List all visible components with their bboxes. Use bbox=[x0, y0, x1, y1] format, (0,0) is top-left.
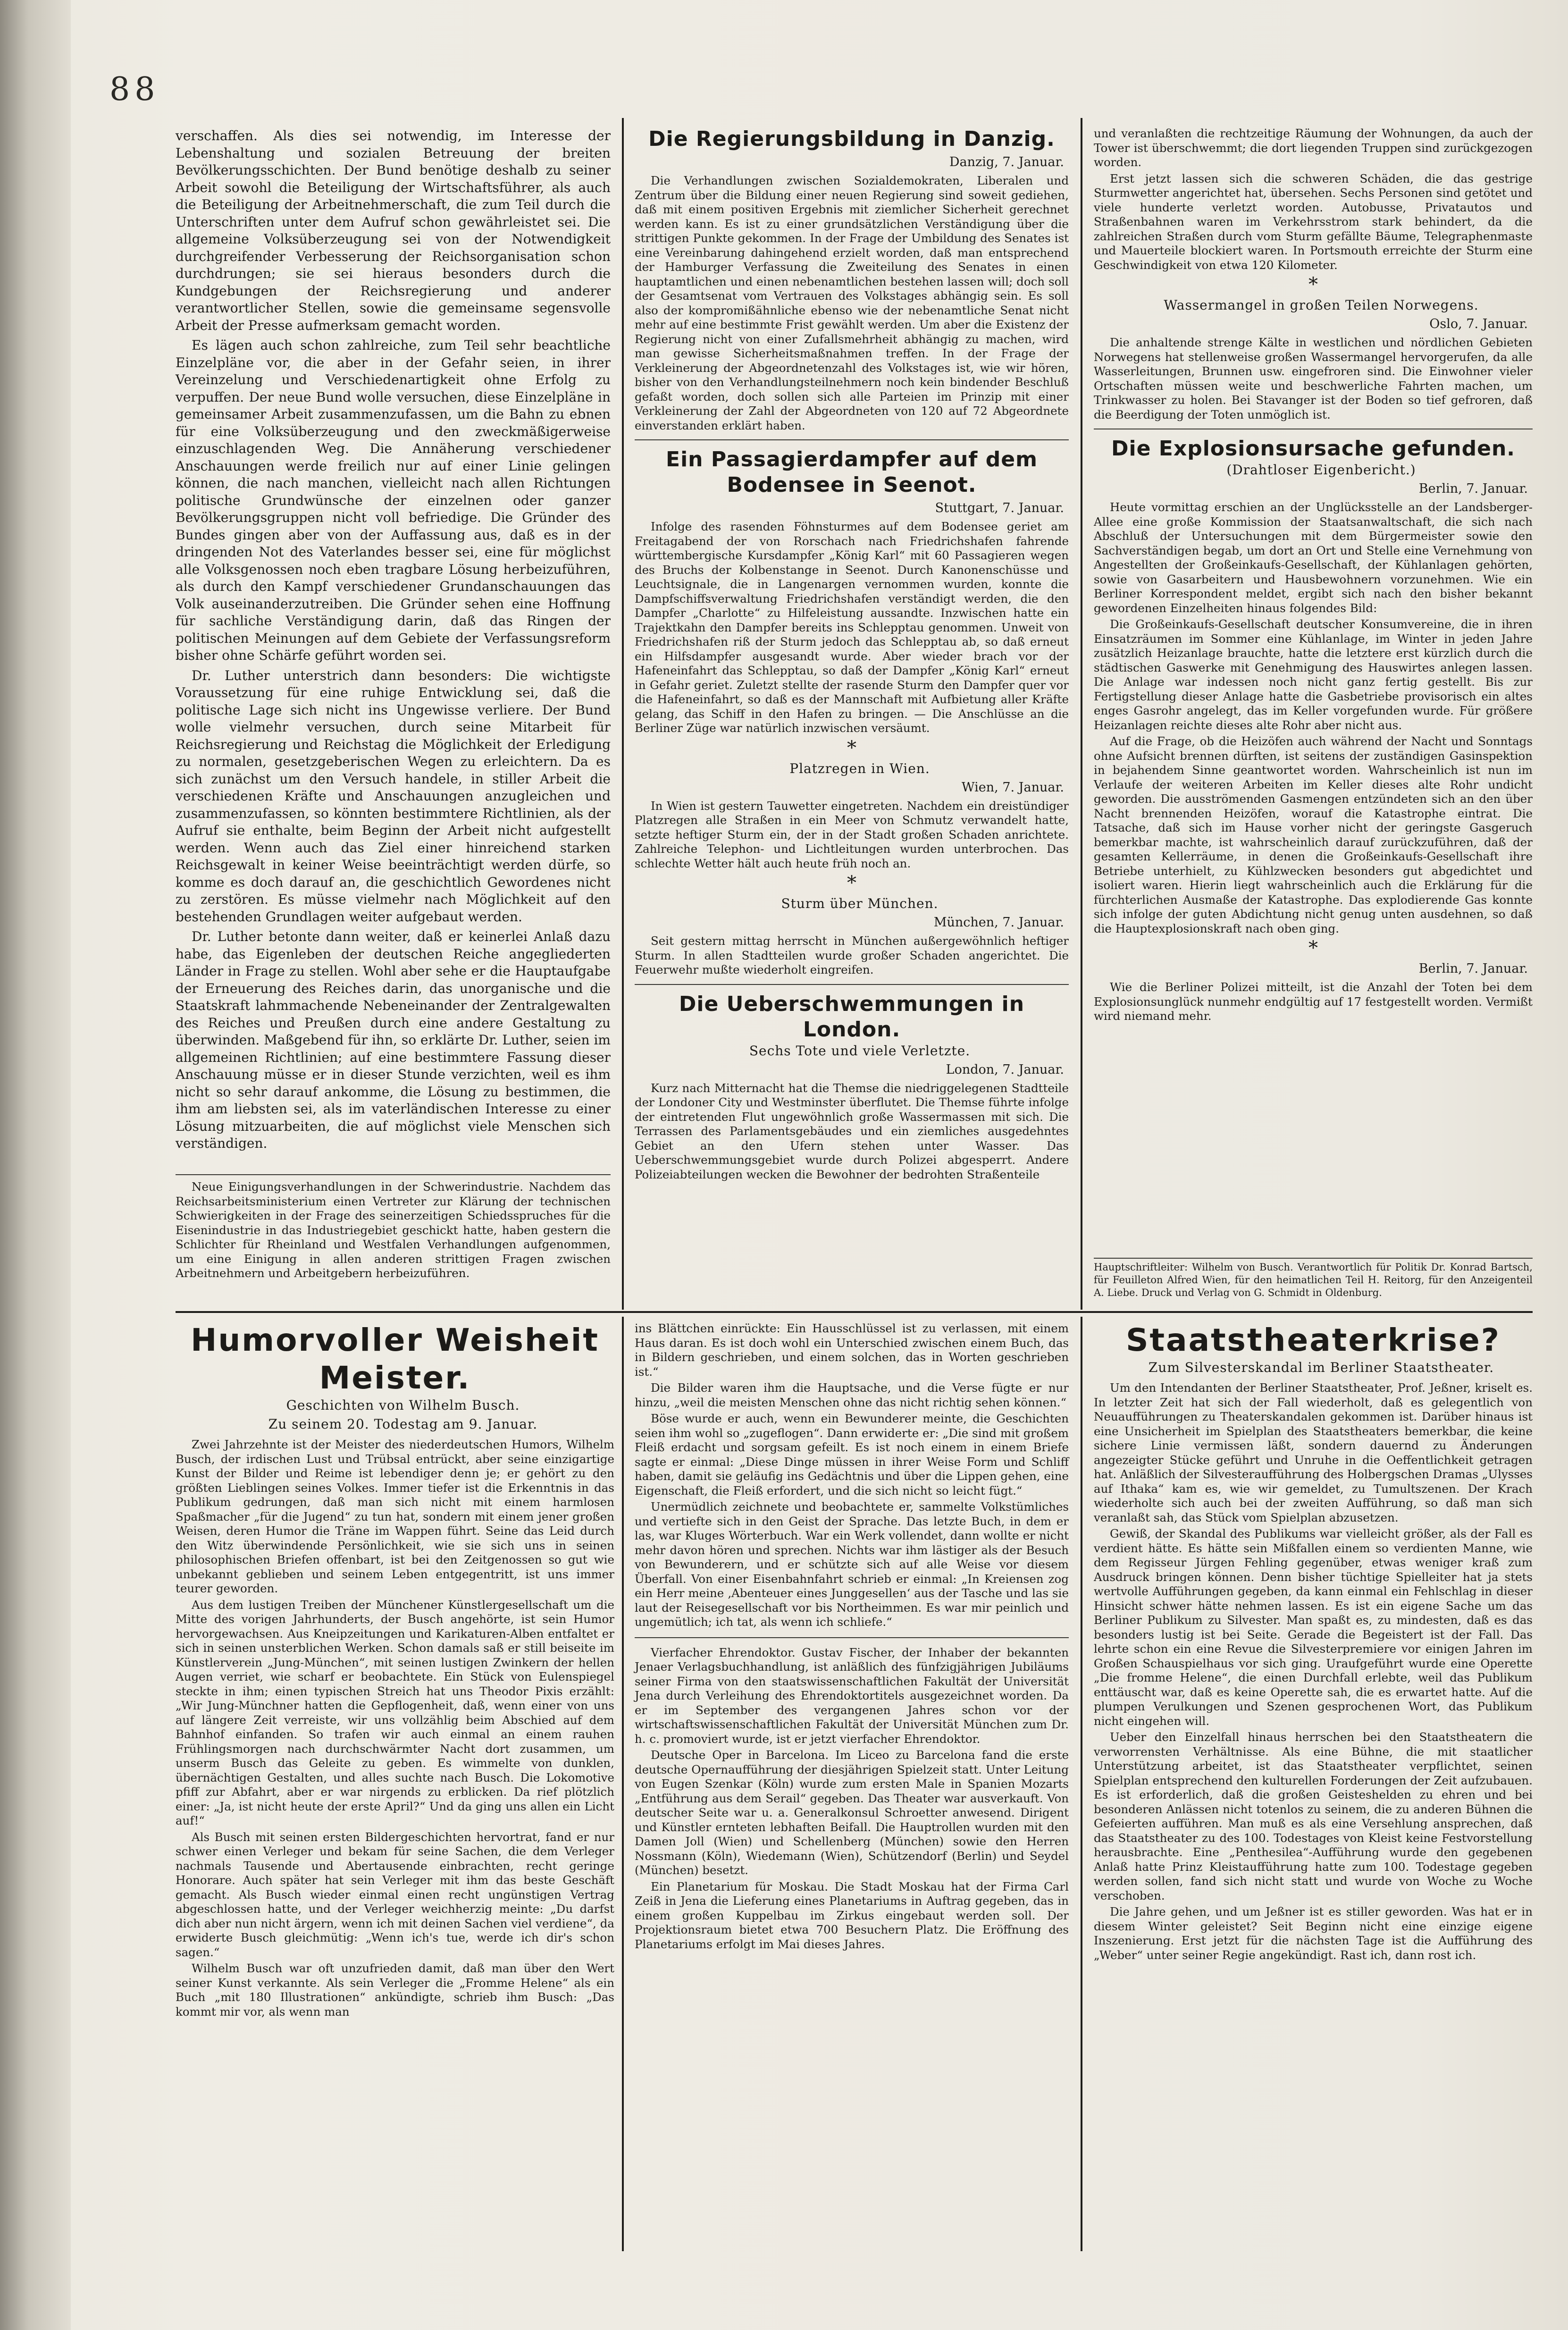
culture-note-opera: Deutsche Oper in Barcelona. Im Liceo zu Barcelona fand die erste deutsche Opernaufführung der diesjährigen Spielzeit statt. Unter Leitung von Eugen Szenkar (Köln) wurde zum ersten Male in Spanien Mozarts „Entführung aus dem Serail“ gegeben. Das Theater war ausverkauft. Von deutscher Seite war u. a. Generalkonsul Schroetter anwesend. Dirigent und Künstler ernteten lebhaften Beifall. Die Hauptrollen wurden mit den Damen Joll (Wien) und Schellenberg (München) sowie den Herren Nossmann (Köln), Wiedemann (Wien), Schützendorf (Berlin) und Seydel (München) besetzt. bbox=[635, 1748, 1069, 1877]
star-separator: * bbox=[1308, 937, 1318, 959]
section-rule bbox=[635, 984, 1069, 985]
feuilleton-paragraph: Wilhelm Busch war oft unzufrieden damit, daß man über den Wert seiner Kunst verkannte. Als sein Verleger die „Fromme Helene“ als ein Buch „mit 180 Illustrationen“ ankündigte, schrieb ihm Busch: „Das kommt mir vor, als wenn man bbox=[176, 1961, 614, 2019]
left-paragraph: verschaffen. Als dies sei notwendig, im Interesse der Lebenshaltung und sozialen Betreuung der breiten Bevölkerungsschichten. Der Bund benötige deshalb zu seiner Arbeit sowohl die Beteiligung der Wirtschaftsführer, als auch die Beteiligung der Arbeitnehmerschaft, die zum Teil durch die Unterschriften unter dem Aufruf schon gewährleistet sei. Die allgemeine Volksüberzeugung sei von der Notwendigkeit durchgreifender Verbesserung der Reichsorganisation schon durchdrungen; sie sei hieraus besonders durch die Kundgebungen der Reichsregierung und anderer verantwortlicher Stellen, sowie die gemeinsame segensvolle Arbeit der Presse aufmerksam gemacht worden. bbox=[176, 128, 611, 333]
feuilleton-column-1 bbox=[176, 1321, 614, 2246]
feuilleton-paragraph: Die Bilder waren ihm die Hauptsache, und die Verse fügte er nur hinzu, „weil die meisten Menschen ohne das nicht richtig sehen können.“ bbox=[635, 1381, 1069, 1409]
star-separator: * bbox=[847, 872, 856, 894]
norway-body: Die anhaltende strenge Kälte in westlichen und nördlichen Gebieten Norwegens hat stellenweise großen Wassermangel hervorgerufen, da alle Wasserleitungen, Brunnen usw. eingefroren sind. Die Einwohner vieler Ortschaften müssen weite und beschwerliche Fahrten machen, um Trinkwasser zu holen. Bei Stavanger ist der Boden so tief gefroren, daß die Beerdigung der Toten unmöglich ist. bbox=[1094, 336, 1533, 421]
explosion-paragraph: Auf die Frage, ob die Heizöfen auch während der Nacht und Sonntags ohne Aufsicht brennen dürften, ist seitens der zuständigen Gasinspektion in bejahendem Sinne geantwortet worden. Wahrscheinlich ist nun im Verlaufe der weiteren Arbeiten im Keller dieses alte Rohr undicht geworden. Die ausströmenden Gasmengen entzündeten sich an den über Nacht brennenden Heizöfen, worauf die Katastrophe eintrat. Die Tatsache, daß sich im Hause vorher nicht der geringste Gasgeruch bemerkbar machte, ist wahrscheinlich darauf zurückzuführen, daß der gesamten Kellerräume, in denen die Großeinkaufs-Gesellschaft ihre Betriebe unterhielt, zu Kühlzwecken besonders gut abgedichtet und isoliert waren. Hierin liegt wahrscheinlich auch die Erklärung für die fürchterlichen Ausmaße der Katastrophe. Das explodierende Gas konnte sich infolge der guten Abdichtung nicht genug unten ausdehnen, so daß die Hauptexplosionskraft nach oben ging. bbox=[1094, 734, 1533, 935]
feuilleton-paragraph: Aus dem lustigen Treiben der Münchener Künstlergesellschaft um die Mitte des vorigen Jahrhunderts, der Busch angehörte, ist sein Humor hervorgewachsen. Aus Kneipzeitungen und Karikaturen-Alben entfaltet er sich in seinen unsterblichen Werken. Schon damals saß er still beiseite im Künstlerverein „Jung-München“, mit seinen lustigen Zwinkern der hellen Augen verriet, wie scharf er beobachtete. Ein Stück von Eulenspiegel steckte in ihm; einen typischen Streich hat uns Theodor Pixis erzählt: „Wir Jung-Münchner hatten die Gepflogenheit, daß, wenn einer von uns auf längere Zeit verreiste, wir uns vollzählig beim Abschied auf dem Bahnhof einfanden. So trafen wir auch einmal an einem rauhen Frühlingsmorgen nach durchschwärmter Nacht dort zusammen, um unserm Busch das Geleite zu geben. Es wimmelte von dunklen, übernächtigen Gestalten, und alles suchte nach Busch. Die Lokomotive pfiff zur Abfahrt, aber er war nirgends zu erblicken. Da rief plötzlich einer: „Ja, ist nicht heute der erste April?“ Und da ging uns allen ein Licht auf!“ bbox=[176, 1598, 614, 1827]
explosion-dateline-2: Berlin, 7. Januar. bbox=[1418, 961, 1528, 976]
column-divider bbox=[1081, 118, 1082, 1310]
muenchen-body: Seit gestern mittag herrscht in München außergewöhnlich heftiger Sturm. In allen Stadtteilen wurde großer Schaden angerichtet. Die Feuerwehr mußte wiederholt eingreifen. bbox=[635, 934, 1069, 976]
london-dateline: London, 7. Januar. bbox=[946, 1062, 1064, 1077]
theater-paragraph: Gewiß, der Skandal des Publikums war vielleicht größer, als der Fall es verdient hätte. Es hätte sein Mißfallen einem so verdienten Manne, wie dem Regisseur Jürgen Fehling gegenüber, etwas weniger kraß zum Ausdruck bringen können. Denn bisher tüchtige Spielleiter hat ja stets wertvolle Aufführungen gegeben, da kann einmal ein Fehlschlag in dieser Hinsicht schwer hätte nehmen lassen. Es ist ein eigene Sache um das Berliner Publikum zu Silvester. Man spaßt es, zu mindesten, daß es das besonders lustig ist bei Seite. Gerade die Begeistert ist der Fall. Das lehrte schon ein eine Revue die Silvesterpremiere vor einigen Jahren im Großen Schauspielhaus vor sich ging. Uraufgeführt wurde eine Operette „Die fromme Helene“, die einen Durchfall erlebte, weil das Publikum enttäuscht war, daß es keine Operette sah, die es erwartet hatte. Auf die plumpen Verulkungen und Szenen gesprochenen Wort, das Publikum nicht eingehen will. bbox=[1094, 1527, 1533, 1728]
column-divider bbox=[622, 118, 624, 1310]
theater-paragraph: Ueber den Einzelfall hinaus herrschen bei den Staatstheatern die verworrensten Verhältnisse. Als eine Bühne, die mit staatlicher Unterstützung arbeitet, ist das Staatstheater verpflichtet, seinen Spielplan entsprechend den kulturellen Forderungen der Zeit aufzubauen. Es ist erforderlich, daß die großen Geisteshelden zu ehren und bei besonderen Anlässen nicht totenlos zu seinem, die zu anderen Bühnen die Gefeierten aufführen. Man muß es als eine Versehlung ansprechen, daß das Staatstheater zu des 100. Todestages von Kleist keine Festvorstellung herausbrachte. Eine „Penthesilea“-Aufführung wurde den gegebenen Anlaß hatte Prinz Kleistaufführung hatte zum 100. Todestage gegeben werden sollen, fand sich nicht statt und wurde von Woche zu Woche verschoben. bbox=[1094, 1730, 1533, 1902]
feuilleton-paragraph: Zwei Jahrzehnte ist der Meister des niederdeutschen Humors, Wilhelm Busch, der irdischen Lust und Trübsal entrückt, aber seine einzigartige Kunst der Bilder und Reime ist lebendiger denn je; er gehört zu den größten Lieblingen seines Volkes. Immer tiefer ist die Erkenntnis in das Publikum gedrungen, daß man sich nicht mit einem harmlosen Spaßmacher „für die Jugend“ zu tun hat, sondern mit einem jener großen Weisen, deren Humor die Träne im Wappen führt. Seine das Leid durch den Witz überwindende Persönlichkeit, wie sie sich uns in seinen philosophischen Briefen offenbart, ist bei den Zeitgenossen so gut wie unbekannt geblieben und seinem Leben entgegentritt, ist uns immer teurer geworden. bbox=[176, 1438, 614, 1595]
bodensee-dateline: Stuttgart, 7. Januar. bbox=[935, 501, 1064, 515]
explosion-headline: Die Explosionsursache gefunden. bbox=[1111, 437, 1515, 461]
wien-body: In Wien ist gestern Tauwetter eingetreten. Nachdem ein dreistündiger Platzregen alle Straßen in ein Meer von Schmutz verwandelt hatte, setzte heftiger Sturm ein, der in der Stadt großen Schaden anrichtete. Zahlreiche Telephon- und Lichtleitungen wurden unterbrochen. Das schlechte Wetter hält auch heute früh noch an. bbox=[635, 799, 1069, 870]
norway-dateline: Oslo, 7. Januar. bbox=[1429, 317, 1528, 331]
explosion-paragraph: Die Großeinkaufs-Gesellschaft deutscher Konsumvereine, die in ihren Einsatzräumen im Sommer eine Kühlanlage, im Winter in jeden Jahre zusätzlich Heizanlage brauchte, hatte die letztere erst kürzlich durch die städtischen Gaswerke mit Genehmigung des Hauswirtes anlegen lassen. Die Anlage war indessen noch nicht ganz fertig gestellt. Bis zur Fertigstellung dieser Anlage hatte die Gasbetriebe provisorisch ein altes enges Gasrohr angelegt, das im Keller vorgefunden wurde. Für größere Heizanlagen reichte dieses alte Rohr aber nicht aus. bbox=[1094, 617, 1533, 732]
middle-news-column bbox=[635, 126, 1069, 1306]
left-paragraph: Dr. Luther betonte dann weiter, daß er keinerlei Anlaß dazu habe, das Eigenleben der deutschen Reiche angegliederten Länder in Frage zu stellen. Wohl aber sehe er die Hauptaufgabe der Erneuerung des Reiches darin, das unorganische und die Staatskraft lahmmachende Nebeneinander der Zentralgewalten des Reiches und Preußen durch eine andere Gestaltung zu überwinden. Maßgebend für ihn, so erklärte Dr. Luther, seien im allgemeinen Richtlinien; auf eine bestimmtere Fassung dieser Anschauung müsse er in dieser Stunde verzichten, weil es ihm nicht so sehr darauf ankomme, die Lösung zu bestimmen, die ihm am liebsten sei, als im vaterländischen Interesse zu einer Lösung mitzuarbeiten, die auf möglichst viele Menschen sich verständigen. bbox=[176, 929, 611, 1151]
danzig-body: Die Verhandlungen zwischen Sozialdemokraten, Liberalen und Zentrum über die Bildung einer neuen Regierung sind soweit gediehen, daß mit einem positiven Ergebnis mit ziemlicher Sicherheit gerechnet werden kann. Es ist zu einer grundsätzlichen Verständigung über die strittigen Punkte gekommen. In der Frage der Umbildung des Senates ist eine Vereinbarung dahingehend erzielt worden, daß man entsprechend der Hamburger Verfassung die Zweiteilung des Senates in einen hauptamtlichen und einen nebenamtlichen bestehen lassen will; doch soll der Gesamtsenat vom Vertrauen des Volkstages abhängig sein. Es soll also der kompromißähnliche ebenso wie der nebenamtliche Senat nicht mehr auf eine bestimmte Frist gewählt werden. Um aber die Existenz der Regierung nicht von einer Zufallsmehrheit abhängig zu machen, wird man gewisse Sicherheitsmaßnahmen treffen. In der Frage der Verkleinerung der Abgeordnetenzahl des Volkstages ist, wie wir hören, bisher von den Verhandlungsteilnehmern noch kein bindender Beschluß gefaßt worden, doch sollen sich alle Parteien im Prinzip mit einer Verkleinerung der Zahl der Abgeordneten von 120 auf 72 Abgeordnete einverstanden erklärt haben. bbox=[635, 174, 1069, 432]
feuilleton-headline: Humorvoller Weisheit Meister. bbox=[191, 1322, 599, 1396]
culture-note-doctor: Vierfacher Ehrendoktor. Gustav Fischer, der Inhaber der bekannten Jenaer Verlagsbuchhandlung, ist anläßlich des fünfzigjährigen Jubiläums seiner Firma von den staatswissenschaftlichen Fakultät der Universität Jena durch Verleihung des Ehrendoktortitels ausgezeichnet worden. Da er im September des vergangenen Jahres schon vor der wirtschaftswissenschaftlichen Fakultät der Universität München zum Dr. h. c. promoviert wurde, ist er jetzt vierfacher Ehrendoktor. bbox=[635, 1645, 1069, 1746]
london-damage: Erst jetzt lassen sich die schweren Schäden, die das gestrige Sturmwetter angerichtet hat, übersehen. Sechs Personen sind getötet und viele hunderte verletzt worden. Autobusse, Privatautos und Straßenbahnen waren im Verkehrsstrom stark behindert, da die zahlreichen Straßen durch vom Sturm gefällte Bäume, Telegraphenmaste und Mauerteile blockiert waren. In Portsmouth erreichte der Sturm eine Geschwindigkeit von etwa 120 Kilometer. bbox=[1094, 171, 1533, 272]
feuilleton-paragraph: Als Busch mit seinen ersten Bildergeschichten hervortrat, fand er nur schwer einen Verleger und bekam für seine Sachen, die dem Verleger nachmals Tausende und Abertausende einbrachten, recht geringe Honorare. Auch später hat sein Verleger mit ihm das beste Geschäft gemacht. Als Busch wieder einmal einen recht ungünstigen Vertrag abgeschlossen hatte, und der Verleger weichherzig meinte: „Du darfst dich aber nun nicht ärgern, wenn ich mit deinen Sachen viel verdiene“, da erwiderte Busch gleichmütig: „Wenn ich's tue, werde ich dir's schon sagen.“ bbox=[176, 1830, 614, 1959]
star-separator: * bbox=[847, 737, 856, 759]
theater-column bbox=[1094, 1321, 1533, 2246]
section-rule bbox=[635, 1637, 1069, 1638]
theater-paragraph: Die Jahre gehen, und um Jeßner ist es stiller geworden. Was hat er in diesem Winter geleistet? Seit Beginn nicht eine einzige eigene Inszenierung. Erst jetzt für die nächsten Tage ist die Aufführung des „Weber“ unter seiner Regie angekündigt. Rast ich, dann rost ich. bbox=[1094, 1905, 1533, 1962]
danzig-dateline: Danzig, 7. Januar. bbox=[949, 155, 1064, 169]
column-divider bbox=[1081, 1317, 1082, 2251]
column-divider bbox=[622, 1317, 624, 2251]
imprint-rule bbox=[1094, 1258, 1533, 1259]
bodensee-body: Infolge des rasenden Föhnsturmes auf dem Bodensee geriet am Freitagabend der von Rorschach nach Friedrichshafen fahrende württembergische Kursdampfer „König Karl“ mit 60 Passagieren wegen des Bruchs der Kolbenstange in Seenot. Durch Kanonenschüsse und Leuchtsignale, die in Langenargen vernommen wurden, konnte die Dampfschiffsverwaltung Friedrichshafen verständigt werden, die den Dampfer „Charlotte“ zu Hilfeleistung aussandte. Inzwischen hatte ein Trajektkahn den Dampfer bereits ins Schlepptau genommen. Unweit von Friedrichshafen riß der Sturm jedoch das Schlepptau ab, so daß erneut ein Hilfsdampfer ausgesandt wurde. Aber wieder brach vor der Hafeneinfahrt das Schlepptau, so daß der Dampfer „König Karl“ erneut in Gefahr geriet. Zuletzt stellte der rasende Sturm den Dampfer quer vor die Hafeneinfahrt, so daß es der Mannschaft mit Aufbietung aller Kräfte gelang, das Schiff in den Hafen zu bringen. — Die Anschlüsse an die Berliner Züge war natürlich inzwischen versäumt. bbox=[635, 520, 1069, 735]
explosion-dateline: Berlin, 7. Januar. bbox=[1418, 481, 1528, 496]
left-notice-text: Neue Einigungsverhandlungen in der Schwerindustrie. Nachdem das Reichsarbeitsministerium einen Vertreter zur Klärung der technischen Schwierigkeiten in der Frage des seinerzeitigen Schiedsspruches für die Eisenindustrie in das Industriegebiet geschickt hatte, haben gestern die Schlichter für Rheinland und Westfalen Verhandlungen aufgenommen, um eine Einigung in allen anderen strittigen Fragen zwischen Arbeitnehmern und Arbeitgebern herbeizuführen. bbox=[176, 1180, 611, 1280]
right-news-column bbox=[1094, 126, 1533, 1254]
bodensee-headline: Ein Passagierdampfer auf dem Bodensee in Seenot. bbox=[666, 447, 1038, 497]
london-headline: Die Ueberschwemmungen in London. bbox=[679, 992, 1025, 1042]
left-article-column bbox=[176, 127, 611, 1151]
left-paragraph: Es lägen auch schon zahlreiche, zum Teil sehr beachtliche Einzelpläne vor, die aber in der Gefahr seien, in ihrer Vereinzelung und Verschiedenartigkeit ohne Erfolg zu verpuffen. Der neue Bund wolle versuchen, diese Einzelpläne in gemeinsamer Arbeit zusammenzufassen, um die Bahn zu ebnen für eine Volksüberzeugung und den zweckmäßigerweise einzuschlagenden Weg. Die Annäherung verschiedener Anschauungen werde freilich nur auf einer Linie gelingen können, die nach manchen, vielleicht nach allen Richtungen politische Grundwünsche der einzelnen oder ganzer Bevölkerungsgruppen nicht voll befriedige. Die Gründer des Bundes gingen aber von der Auffassung aus, daß es in der dringenden Not des Vaterlandes besser sei, eine für möglichst alle Volksgenossen noch eben tragbare Lösung herbeizuführen, als durch den Kampf verschiedener Grundanschauungen das Volk auseinanderzutreiben. Die Gründer sehen eine Hoffnung für sachliche Verständigung darin, daß das Ringen der politischen Meinungen auf dem Gebiete der Verfassungsreform bisher ohne Schärfe geführt worden sei. bbox=[176, 337, 611, 663]
left-paragraph: Dr. Luther unterstrich dann besonders: Die wichtigste Voraussetzung für eine ruhige Entwicklung sei, daß die politische Lage sich nicht ins Ungewisse verliere. Der Bund wolle vielmehr versuchen, durch seine Mitarbeit für Reichsregierung und Reichstag die Möglichkeit der Erledigung zu normalen, gesetzgeberischen Wegen zu erleichtern. Da es sich zunächst um den Versuch handele, in stiller Arbeit die verschiedenen Kräfte und Anschauungen anzugleichen und zusammenzufassen, so könnten bestimmtere Richtlinien, als der Aufruf sie enthalte, beim Beginn der Arbeit nicht aufgestellt werden. Wenn auch das Ziel einer hinreichend starken Reichsgewalt in keiner Weise beeinträchtigt werden dürfe, so komme es doch darauf an, die geschichtlich Gewordenes nicht zu zerstören. Es müsse vielmehr nach Möglichkeit auf den bestehenden Grundlagen weiter aufgebaut werden. bbox=[176, 667, 611, 925]
page-number: 88 bbox=[109, 71, 160, 108]
wien-dateline: Wien, 7. Januar. bbox=[961, 780, 1064, 795]
imprint bbox=[1094, 1261, 1533, 1306]
section-rule bbox=[635, 439, 1069, 440]
london-subhead: Sechs Tote und viele Verletzte. bbox=[749, 1043, 971, 1059]
danzig-headline: Die Regierungsbildung in Danzig. bbox=[648, 127, 1055, 151]
feuilleton-paragraph: ins Blättchen einrückte: Ein Hausschlüssel ist zu verlassen, mit einem Haus daran. Es ist doch wohl ein Unterschied zwischen einem Buch, das in Bildern geschrieben, und einem solchen, das in Worten geschrieben ist.“ bbox=[635, 1321, 1069, 1379]
feuilleton-divider bbox=[176, 1311, 1533, 1313]
feuilleton-subhead: Geschichten von Wilhelm Busch. bbox=[286, 1397, 520, 1413]
feuilleton-paragraph: Böse wurde er auch, wenn ein Bewunderer meinte, die Geschichten seien ihm wohl so „zugeflogen“. Dann erwiderte er: „Die sind mit großem Fleiß erdacht und sorgsam gefeilt. Es ist noch einem in einem Briefe sagte er einmal: „Diese Dinge müssen in ihrer Weise Form und Schliff haben, damit sie geläufig ins Gedächtnis und über die Lippen gehen, eine Eigenschaft, die Fleiß erfordert, und die sich nicht so leicht fügt.“ bbox=[635, 1412, 1069, 1497]
explosion-subhead: (Drahtloser Eigenbericht.) bbox=[1226, 462, 1416, 478]
muenchen-dateline: München, 7. Januar. bbox=[933, 915, 1064, 930]
explosion-paragraph: Heute vormittag erschien an der Unglücksstelle an der Landsberger-Allee eine große Kommission der Staatsanwaltschaft, die sich nach Abschluß der Untersuchungen mit dem Bürgermeister sowie den Sachverständigen begab, um dort an Ort und Stelle eine Vernehmung von Angestellten der Großeinkaufs-Gesellschaft, der Kühlanlagen gehörten, sowie von Gasarbeitern und Hausbewohnern vorzunehmen. Wie ein Berliner Korrespondent meldet, ergibt sich nach den bisher bekannt gewordenen Einzelheiten hinaus folgendes Bild: bbox=[1094, 500, 1533, 615]
london-continued: und veranlaßten die rechtzeitige Räumung der Wohnungen, da auch der Tower ist überschwemmt; die dort liegenden Truppen sind zurückgezogen worden. bbox=[1094, 126, 1533, 169]
feuilleton-paragraph: Unermüdlich zeichnete und beobachtete er, sammelte Volkstümliches und vertiefte sich in den Geist der Sprache. Das letzte Buch, in dem er las, war Kluges Wörterbuch. War ein Werk vollendet, dann wollte er nicht mehr davon hören und sprechen. Nichts war ihm lästiger als der Besuch von Bewunderern, und er schützte sich auf alle Weise vor diesem Überfall. Von einer Eisenbahnfahrt schrieb er einmal: „In Kreiensen zog ein Herr meine ‚Abenteuer eines Junggesellen‘ aus der Tasche und las sie laut der Reisegesellschaft vor bis Northeimmen. Es war mir peinlich und ungemütlich; ich tat, als wenn ich schliefe.“ bbox=[635, 1500, 1069, 1629]
book-binding-edge bbox=[0, 0, 71, 2330]
theater-headline: Staatstheaterkrise? bbox=[1125, 1322, 1501, 1358]
theater-subhead: Zum Silvesterskandal im Berliner Staatstheater. bbox=[1148, 1360, 1494, 1375]
star-separator: * bbox=[1308, 274, 1318, 295]
culture-note-planetarium: Ein Planetarium für Moskau. Die Stadt Moskau hat der Firma Carl Zeiß in Jena die Lieferung eines Planetariums in Auftrag gegeben, das in einem großen Kuppelbau im Zirkus eingebaut werden soll. Der Projektionsraum bietet etwa 700 Besuchern Platz. Die Eröffnung des Planetariums erfolgt im Mai dieses Jahres. bbox=[635, 1879, 1069, 1951]
feuilleton-occasion: Zu seinem 20. Todestag am 9. Januar. bbox=[268, 1416, 538, 1432]
imprint-text: Hauptschriftleiter: Wilhelm von Busch. Verantwortlich für Politik Dr. Konrad Bartsch, für Feuilleton Alfred Wien, für den heimatlichen Teil H. Reitorg, für den Anzeigenteil A. Liebe. Druck und Verlag von G. Schmidt in Oldenburg. bbox=[1094, 1262, 1533, 1298]
left-notice-rule bbox=[176, 1174, 611, 1175]
explosion-death-toll: Wie die Berliner Polizei mitteilt, ist die Anzahl der Toten bei dem Explosionsunglück nunmehr endgültig auf 17 festgestellt worden. Vermißt wird niemand mehr. bbox=[1094, 980, 1533, 1023]
wien-head: Platzregen in Wien. bbox=[789, 760, 930, 776]
feuilleton-column-2 bbox=[635, 1321, 1069, 2246]
muenchen-head: Sturm über München. bbox=[781, 896, 939, 911]
left-notice bbox=[176, 1180, 611, 1303]
theater-paragraph: Um den Intendanten der Berliner Staatstheater, Prof. Jeßner, kriselt es. In letzter Zeit hat sich der Fall wiederholt, daß es gelegentlich von Neuaufführungen zu Theaterskandalen gekommen ist. Darüber hinaus ist eine Unsicherheit im Spielplan des Staatstheaters bemerkbar, die keine sichere Linie vermissen läßt, sondern dauernd zu Änderungen angezeigter Stücke geführt und Unruhe in die Oeffentlichkeit getragen hat. Anläßlich der Silvesteraufführung des Holbergschen Dramas „Ulysses auf Ithaka“ kam es, wie wir gemeldet, zu Tumultszenen. Der Krach wiederholte sich auch bei der zweiten Aufführung, so daß man sich veranlaßt sah, das Stück vom Spielplan abzusetzen. bbox=[1094, 1381, 1533, 1524]
norway-head: Wassermangel in großen Teilen Norwegens. bbox=[1164, 297, 1479, 313]
london-body: Kurz nach Mitternacht hat die Themse die niedriggelegenen Stadtteile der Londoner City und Westminster überflutet. Die Themse führte infolge der eintretenden Flut ungewöhnlich große Wassermassen mit sich. Die Terrassen des Parlamentsgebäudes und ein ziemliches ausgedehntes Gebiet an den Ufern stehen unter Wasser. Das Ueberschwemmungsgebiet wurde durch Polizei abgesperrt. Andere Polizeiabteilungen wecken die Bewohner der bedrohten Straßenteile bbox=[635, 1081, 1069, 1181]
